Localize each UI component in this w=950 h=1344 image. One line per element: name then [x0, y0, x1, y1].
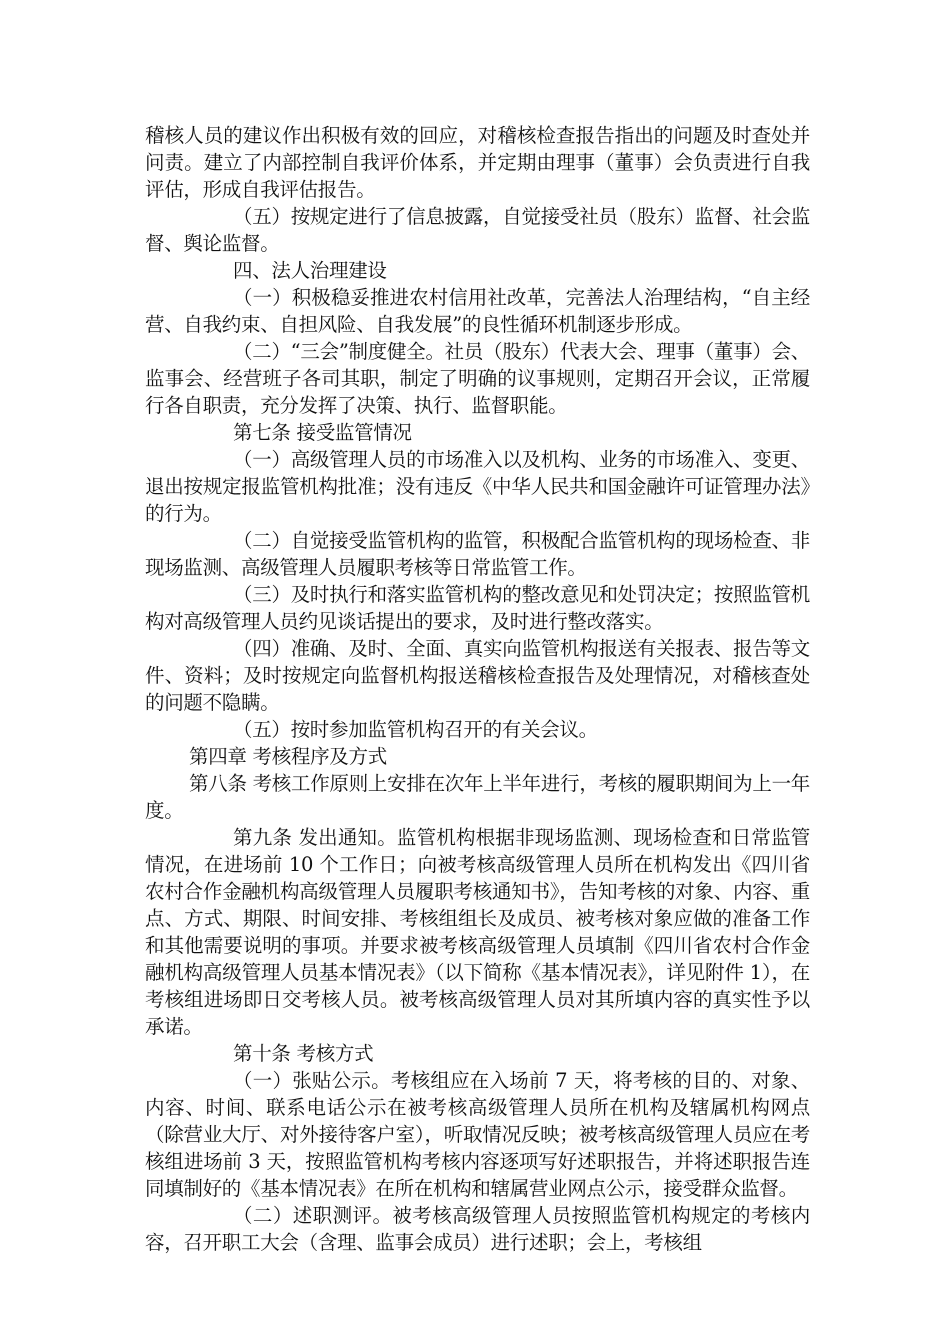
paragraph-info-disclosure: （五）按规定进行了信息披露，自觉接受社员（股东）监督、社会监督、舆论监督。 [145, 205, 810, 255]
paragraph-meetings: （五）按时参加监管机构召开的有关会议。 [233, 718, 598, 741]
paragraph-market-access: （一）高级管理人员的市场准入以及机构、业务的市场准入、变更、退出按规定报监管机构批准；没有违反《中华人民共和国金融许可证管理办法》的行为。 [145, 448, 810, 525]
document-page [145, 122, 810, 1256]
article-9: 第九条 发出通知。监管机构根据非现场监测、现场检查和日常监管情况，在进场前 10 个工作日；向被考核高级管理人员所在机构发出《四川省农村合作金融机构高级管理人员履职考核通知书》，告知考核的对象、内容、重点、方式、期限、时间安排、考核组组长及成员、被考核对象应做的准备工作和其他需要说明的事项。并要求被考核高级管理人员填制《四川省农村合作金融机构高级管理人员基本情况表》（以下简称《基本情况表》，详见附件 1），在考核组进场即日交考核人员。被考核高级管理人员对其所填内容的真实性予以承诺。 [145, 826, 810, 1038]
chapter-heading-4: 第四章 考核程序及方式 [189, 745, 387, 768]
paragraph-public-notice: （一）张贴公示。考核组应在入场前 7 天，将考核的目的、对象、内容、时间、联系电话公示在被考核高级管理人员所在机构及辖属机构网点（除营业大厅、对外接待客户室），听取情况反映；被考核高级管理人员应在考核组进场前 3 天，按照监管机构考核内容逐项写好述职报告，并将述职报告连同填制好的《基本情况表》在所在机构和辖属营业网点公示，接受群众监督。 [145, 1069, 810, 1200]
article-heading-7: 第七条 接受监管情况 [233, 421, 412, 444]
paragraph-rectification: （三）及时执行和落实监管机构的整改意见和处罚决定；按照监管机构对高级管理人员约见谈话提出的要求，及时进行整改落实。 [145, 583, 810, 633]
paragraph-three-meetings: （二）“三会”制度健全。社员（股东）代表大会、理事（董事）会、监事会、经营班子各司其职，制定了明确的议事规则，定期召开会议，正常履行各自职责，充分发挥了决策、执行、监督职能。 [145, 340, 810, 417]
paragraph-reporting: （四）准确、及时、全面、真实向监管机构报送有关报表、报告等文件、资料；及时按规定向监督机构报送稽核检查报告及处理情况，对稽核查处的问题不隐瞒。 [145, 637, 810, 714]
article-heading-10: 第十条 考核方式 [233, 1042, 374, 1065]
paragraph-accept-supervision: （二）自觉接受监管机构的监管，积极配合监管机构的现场检查、非现场监测、高级管理人员履职考核等日常监管工作。 [145, 529, 810, 579]
paragraph-continuation-audit: 稽核人员的建议作出积极有效的回应，对稽核检查报告指出的问题及时查处并问责。建立了内部控制自我评价体系，并定期由理事（董事）会负责进行自我评估，形成自我评估报告。 [145, 124, 810, 201]
article-8: 第八条 考核工作原则上安排在次年上半年进行，考核的履职期间为上一年度。 [145, 772, 810, 822]
section-heading-corporate-governance: 四、法人治理建设 [233, 259, 387, 282]
paragraph-report-evaluation: （二）述职测评。被考核高级管理人员按照监管机构规定的考核内容，召开职工大会（含理、监事会成员）进行述职；会上，考核组 [145, 1204, 810, 1254]
paragraph-reform: （一）积极稳妥推进农村信用社改革，完善法人治理结构，“自主经营、自我约束、自担风险、自我发展”的良性循环机制逐步形成。 [145, 286, 810, 336]
